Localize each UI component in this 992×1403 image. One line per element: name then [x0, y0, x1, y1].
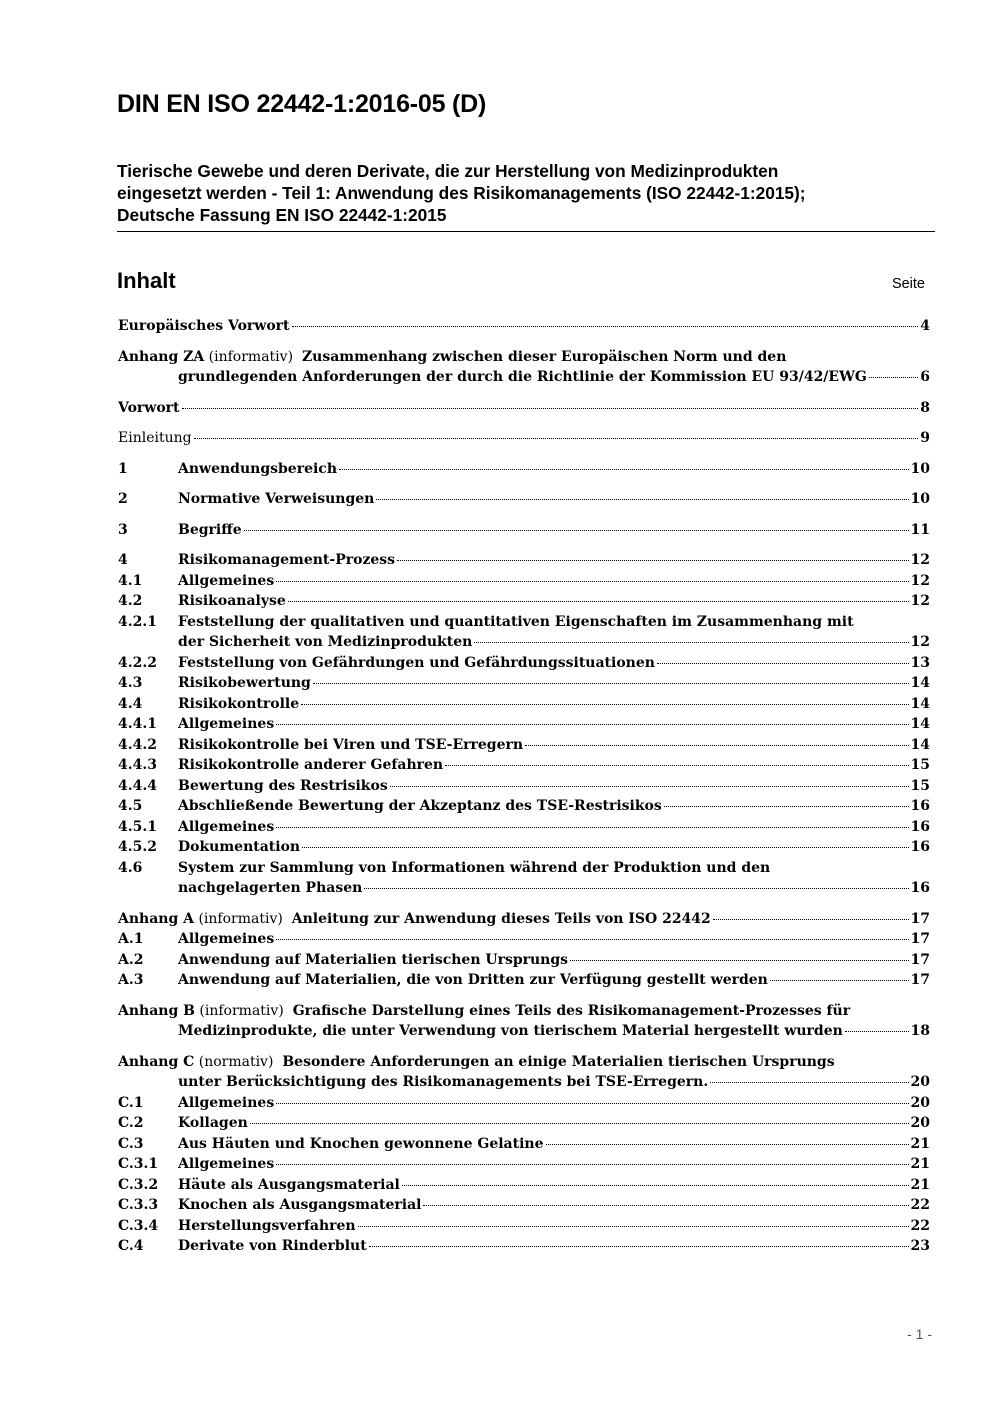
- toc-entry[interactable]: [118, 929, 930, 950]
- toc-section-number: 4.6: [118, 859, 143, 876]
- toc-line: [118, 858, 930, 879]
- toc-line: [118, 347, 930, 368]
- toc-title[interactable]: Bewertung des Restrisikos: [178, 777, 388, 794]
- toc-page-number[interactable]: 17: [910, 972, 930, 988]
- toc-line: [118, 837, 930, 858]
- toc-dot-leader: [390, 786, 909, 787]
- toc-page-number[interactable]: 14: [910, 695, 930, 712]
- toc-title[interactable]: Europäisches Vorwort: [118, 318, 290, 334]
- toc-line: [118, 694, 930, 715]
- subtitle-line: eingesetzt werden - Teil 1: Anwendung des Risikomanagements (ISO 22442-1:2015);: [117, 183, 806, 203]
- toc-title[interactable]: Risikobewertung: [178, 675, 311, 691]
- toc-dot-leader: [182, 408, 919, 409]
- toc-page-number[interactable]: 10: [910, 491, 930, 507]
- toc-section-number: 1: [118, 460, 128, 477]
- toc-entry[interactable]: [118, 612, 930, 653]
- toc-line: [118, 1093, 930, 1114]
- toc-dot-leader: [445, 765, 908, 766]
- toc-entry[interactable]: [118, 398, 930, 419]
- toc-line: [118, 398, 930, 419]
- toc-entry[interactable]: [118, 1175, 930, 1196]
- toc-dot-leader: [276, 939, 908, 940]
- toc-page-number[interactable]: 17: [910, 931, 930, 947]
- toc-section-number: C.3.1: [118, 1156, 159, 1172]
- toc-dot-leader: [525, 745, 908, 746]
- toc-section-number: A.2: [118, 951, 144, 968]
- toc-page-number[interactable]: 16: [910, 839, 930, 855]
- toc-line: [118, 714, 930, 735]
- toc-line: [118, 316, 930, 337]
- toc-dot-leader: [364, 888, 908, 889]
- toc-dot-leader: [713, 919, 909, 920]
- toc-section-number: 4.4.1: [118, 716, 157, 732]
- toc-dot-leader: [474, 642, 908, 643]
- subtitle-line: Tierische Gewebe und deren Derivate, die zur Herstellung von Medizinprodukten: [117, 161, 779, 181]
- toc-page-number[interactable]: 17: [910, 951, 930, 968]
- toc-line: [118, 929, 930, 950]
- toc-title[interactable]: Vorwort: [118, 399, 180, 416]
- toc-dot-leader: [276, 1103, 908, 1104]
- toc-title[interactable]: Herstellungsverfahren: [178, 1217, 356, 1234]
- toc-section-number: A.1: [118, 931, 144, 947]
- toc-entry[interactable]: [118, 1195, 930, 1216]
- toc-entry[interactable]: [118, 1134, 930, 1155]
- toc-annex-kind: (normativ): [198, 1053, 274, 1070]
- toc-dot-leader: [402, 1185, 909, 1186]
- toc-entry[interactable]: [118, 796, 930, 817]
- toc-annex-label: Anhang C: [118, 1053, 195, 1070]
- toc-line: [118, 755, 930, 776]
- toc-page-number[interactable]: 21: [910, 1156, 930, 1172]
- toc-entry[interactable]: [118, 950, 930, 971]
- toc-section-number: 4.2.1: [118, 613, 157, 630]
- toc-entry[interactable]: [118, 837, 930, 858]
- toc-title[interactable]: Feststellung von Gefährdungen und Gefährdungssituationen: [178, 654, 655, 671]
- toc-annex-label: Anhang ZA: [118, 348, 205, 365]
- toc-page-number[interactable]: 20: [910, 1074, 930, 1090]
- toc-page-column-label: Seite: [891, 276, 925, 292]
- toc-title[interactable]: Normative Verweisungen: [178, 491, 375, 507]
- toc-section-number: 4.5.1: [118, 818, 157, 835]
- toc-page-number[interactable]: 10: [910, 460, 930, 477]
- toc-line: [118, 735, 930, 756]
- toc-section-number: 4.4.4: [118, 777, 157, 794]
- toc-title[interactable]: Dokumentation: [178, 839, 301, 855]
- toc-line: [118, 1175, 930, 1196]
- toc-page-number[interactable]: 12: [910, 572, 930, 589]
- toc-title[interactable]: Allgemeines: [178, 818, 275, 835]
- toc-page-number[interactable]: 15: [910, 757, 930, 773]
- toc-entry[interactable]: [118, 694, 930, 715]
- toc-page-number[interactable]: 20: [910, 1094, 930, 1111]
- toc-page-number[interactable]: 8: [920, 399, 930, 416]
- toc-line: [118, 950, 930, 971]
- document-title: DIN EN ISO 22442-1:2016-05 (D): [117, 90, 487, 118]
- toc-annex-kind: (informativ): [198, 910, 283, 927]
- toc-line: [118, 1236, 930, 1257]
- toc-dot-leader: [657, 663, 909, 664]
- toc-title[interactable]: Knochen als Ausgangsmaterial: [178, 1197, 422, 1213]
- toc-line: [118, 428, 930, 449]
- toc-section-number: 4.2.2: [118, 654, 157, 671]
- toc-page-number[interactable]: 21: [910, 1135, 930, 1152]
- toc-dot-leader: [770, 980, 909, 981]
- toc-section-number: 2: [118, 491, 128, 507]
- toc-section-number: C.3.2: [118, 1176, 159, 1193]
- toc-page-number[interactable]: 4: [920, 318, 930, 334]
- toc-dot-leader: [358, 1226, 909, 1227]
- table-of-contents: [118, 316, 930, 1257]
- toc-section-number: 4.2: [118, 593, 143, 609]
- toc-section-number: 4.4.3: [118, 757, 157, 773]
- toc-line: [118, 796, 930, 817]
- toc-line: [118, 571, 930, 592]
- toc-page-number[interactable]: 12: [910, 552, 930, 568]
- toc-dot-leader: [276, 827, 908, 828]
- toc-dot-leader: [276, 581, 908, 582]
- toc-dot-leader: [292, 326, 919, 327]
- toc-page-number[interactable]: 15: [910, 777, 930, 794]
- toc-page-number[interactable]: 16: [910, 880, 930, 896]
- toc-page-number[interactable]: 9: [920, 430, 930, 446]
- toc-heading: Inhalt: [117, 268, 176, 293]
- toc-page-number[interactable]: 13: [910, 654, 930, 671]
- toc-page-number[interactable]: 21: [910, 1176, 930, 1193]
- toc-dot-leader: [845, 1031, 909, 1032]
- toc-section-number: 4: [118, 552, 128, 568]
- toc-dot-leader: [546, 1144, 909, 1145]
- toc-dot-leader: [664, 806, 909, 807]
- toc-entry[interactable]: [118, 1113, 930, 1134]
- toc-dot-leader: [302, 847, 908, 848]
- toc-dot-leader: [288, 601, 909, 602]
- toc-title[interactable]: Risikokontrolle bei Viren und TSE-Erregern: [178, 736, 524, 753]
- toc-page-number[interactable]: 16: [910, 818, 930, 835]
- toc-page-number[interactable]: 14: [910, 736, 930, 753]
- toc-dot-leader: [339, 469, 909, 470]
- toc-title[interactable]: Allgemeines: [178, 716, 275, 732]
- toc-section-number: 4.5: [118, 798, 143, 814]
- toc-title[interactable]: Allgemeines: [178, 1094, 275, 1111]
- toc-entry[interactable]: [118, 653, 930, 674]
- toc-line: [118, 817, 930, 838]
- toc-section-number: 4.1: [118, 572, 143, 589]
- toc-entry[interactable]: [118, 1236, 930, 1257]
- toc-dot-leader: [710, 1082, 908, 1083]
- toc-entry[interactable]: [118, 714, 930, 735]
- toc-line: [118, 1216, 930, 1237]
- toc-annex-kind: (informativ): [208, 348, 294, 365]
- toc-entry[interactable]: [118, 909, 930, 930]
- toc-annex-label: Anhang A: [118, 910, 194, 927]
- toc-title[interactable]: Risikoanalyse: [178, 593, 286, 609]
- toc-section-number: C.4: [118, 1238, 144, 1254]
- toc-page-number[interactable]: 14: [910, 675, 930, 691]
- toc-page-number[interactable]: 18: [910, 1023, 930, 1039]
- toc-page-number[interactable]: 14: [910, 716, 930, 732]
- toc-title[interactable]: Risikokontrolle anderer Gefahren: [178, 757, 444, 773]
- toc-title[interactable]: Begriffe: [178, 521, 242, 538]
- toc-entry[interactable]: [118, 316, 930, 337]
- toc-title[interactable]: Allgemeines: [178, 1156, 275, 1172]
- toc-line: [118, 459, 930, 480]
- subtitle-line: Deutsche Fassung EN ISO 22442-1:2015: [117, 205, 447, 225]
- toc-entry[interactable]: [118, 591, 930, 612]
- toc-section-number: C.3: [118, 1135, 144, 1152]
- toc-title-continuation[interactable]: Medizinprodukte, die unter Verwendung von tierischem Material hergestellt wurden: [178, 1023, 843, 1039]
- toc-section-number: C.3.3: [118, 1197, 159, 1213]
- toc-title[interactable]: Risikokontrolle: [178, 695, 300, 712]
- toc-section-number: 4.4.2: [118, 736, 157, 753]
- toc-title[interactable]: Besondere Anforderungen an einige Materialien tierischen Ursprungs: [282, 1053, 835, 1070]
- toc-title[interactable]: Einleitung: [118, 430, 192, 446]
- toc-line: [118, 970, 930, 991]
- toc-line: [118, 520, 930, 541]
- toc-page-number[interactable]: 22: [910, 1197, 930, 1213]
- toc-title[interactable]: Allgemeines: [178, 572, 275, 589]
- toc-dot-leader: [301, 704, 908, 705]
- toc-line: [118, 776, 930, 797]
- toc-page-number[interactable]: 6: [920, 369, 930, 385]
- toc-entry[interactable]: [118, 1216, 930, 1237]
- toc-title[interactable]: Feststellung der qualitativen und quantitativen Eigenschaften im Zusammenhang mit: [178, 613, 854, 630]
- toc-title[interactable]: Risikomanagement-Prozess: [178, 552, 396, 568]
- toc-line: [118, 1001, 930, 1022]
- toc-line: [118, 367, 930, 388]
- toc-dot-leader: [276, 1164, 908, 1165]
- toc-title[interactable]: Anwendung auf Materialien, die von Dritten zur Verfügung gestellt werden: [178, 972, 768, 988]
- toc-line: [118, 1154, 930, 1175]
- toc-title-continuation[interactable]: nachgelagerten Phasen: [178, 880, 363, 896]
- toc-dot-leader: [194, 438, 919, 439]
- toc-title[interactable]: Anwendungsbereich: [178, 460, 337, 477]
- toc-page-number[interactable]: 12: [910, 593, 930, 609]
- toc-entry[interactable]: [118, 459, 930, 480]
- toc-entry[interactable]: [118, 817, 930, 838]
- toc-section-number: 3: [118, 521, 128, 538]
- toc-title[interactable]: Häute als Ausgangsmaterial: [178, 1176, 400, 1193]
- toc-entry[interactable]: [118, 428, 930, 449]
- toc-page-number[interactable]: 20: [910, 1115, 930, 1131]
- toc-section-number: 4.5.2: [118, 839, 157, 855]
- toc-line: [118, 489, 930, 510]
- toc-title[interactable]: Aus Häuten und Knochen gewonnene Gelatine: [178, 1135, 544, 1152]
- toc-annex-label: Anhang B: [118, 1002, 195, 1019]
- toc-line: [118, 909, 930, 930]
- toc-line: [118, 653, 930, 674]
- toc-entry[interactable]: [118, 1093, 930, 1114]
- toc-line: [118, 878, 930, 899]
- toc-entry[interactable]: [118, 755, 930, 776]
- toc-line: [118, 1052, 930, 1073]
- toc-entry[interactable]: [118, 1154, 930, 1175]
- toc-entry[interactable]: [118, 970, 930, 991]
- toc-title[interactable]: Abschließende Bewertung der Akzeptanz des TSE-Restrisikos: [178, 798, 662, 814]
- toc-entry[interactable]: [118, 571, 930, 592]
- toc-section-number: 4.3: [118, 675, 143, 691]
- toc-title[interactable]: Grafische Darstellung eines Teils des Risikomanagement-Prozesses für: [292, 1002, 851, 1019]
- toc-page-number[interactable]: 22: [910, 1217, 930, 1234]
- toc-line: [118, 1195, 930, 1216]
- toc-line: [118, 1113, 930, 1134]
- toc-line: [118, 1021, 930, 1042]
- toc-page-number[interactable]: 12: [910, 634, 930, 650]
- toc-title[interactable]: Zusammenhang zwischen dieser Europäischen Norm und den: [301, 348, 787, 365]
- toc-dot-leader: [250, 1123, 909, 1124]
- toc-dot-leader: [313, 683, 909, 684]
- toc-line: [118, 550, 930, 571]
- toc-entry[interactable]: [118, 858, 930, 899]
- toc-entry[interactable]: [118, 673, 930, 694]
- toc-line: [118, 1134, 930, 1155]
- toc-title[interactable]: Derivate von Rinderblut: [178, 1238, 367, 1254]
- toc-dot-leader: [570, 960, 908, 961]
- toc-annex-kind: (informativ): [199, 1002, 284, 1019]
- toc-section-number: C.1: [118, 1094, 144, 1111]
- toc-entry[interactable]: [118, 735, 930, 756]
- toc-line: [118, 591, 930, 612]
- toc-title-continuation[interactable]: der Sicherheit von Medizinprodukten: [178, 634, 473, 650]
- toc-line: [118, 1072, 930, 1093]
- toc-title[interactable]: Allgemeines: [178, 931, 275, 947]
- toc-line: [118, 673, 930, 694]
- toc-dot-leader: [276, 724, 908, 725]
- toc-entry[interactable]: [118, 347, 930, 388]
- toc-dot-leader: [244, 530, 909, 531]
- toc-dot-leader: [397, 560, 908, 561]
- toc-section-number: 4.4: [118, 695, 143, 712]
- toc-line: [118, 612, 930, 633]
- toc-page-number[interactable]: 23: [910, 1238, 930, 1254]
- toc-section-number: A.3: [118, 972, 144, 988]
- toc-entry[interactable]: [118, 520, 930, 541]
- toc-entry[interactable]: [118, 489, 930, 510]
- document-subtitle: [117, 160, 935, 232]
- toc-entry[interactable]: [118, 550, 930, 571]
- page-number: - 1 -: [907, 1326, 932, 1342]
- toc-page-number[interactable]: 17: [910, 910, 930, 927]
- toc-dot-leader: [423, 1205, 908, 1206]
- toc-title-continuation[interactable]: grundlegenden Anforderungen der durch die Richtlinie der Kommission EU 93/42/EWG: [178, 369, 867, 385]
- toc-title[interactable]: Kollagen: [178, 1115, 248, 1131]
- toc-title-continuation[interactable]: unter Berücksichtigung des Risikomanagements bei TSE-Erregern.: [178, 1074, 709, 1090]
- toc-title[interactable]: Anwendung auf Materialien tierischen Ursprungs: [178, 951, 569, 968]
- toc-entry[interactable]: [118, 1001, 930, 1042]
- toc-dot-leader: [869, 377, 918, 378]
- toc-entry[interactable]: [118, 776, 930, 797]
- toc-page-number[interactable]: 16: [910, 798, 930, 814]
- toc-entry[interactable]: [118, 1052, 930, 1093]
- toc-section-number: C.2: [118, 1115, 144, 1131]
- toc-line: [118, 632, 930, 653]
- toc-dot-leader: [376, 499, 908, 500]
- toc-title[interactable]: System zur Sammlung von Informationen während der Produktion und den: [178, 859, 771, 876]
- toc-page-number[interactable]: 11: [910, 521, 930, 538]
- toc-section-number: C.3.4: [118, 1217, 159, 1234]
- toc-title[interactable]: Anleitung zur Anwendung dieses Teils von ISO 22442: [291, 910, 711, 927]
- toc-dot-leader: [369, 1246, 909, 1247]
